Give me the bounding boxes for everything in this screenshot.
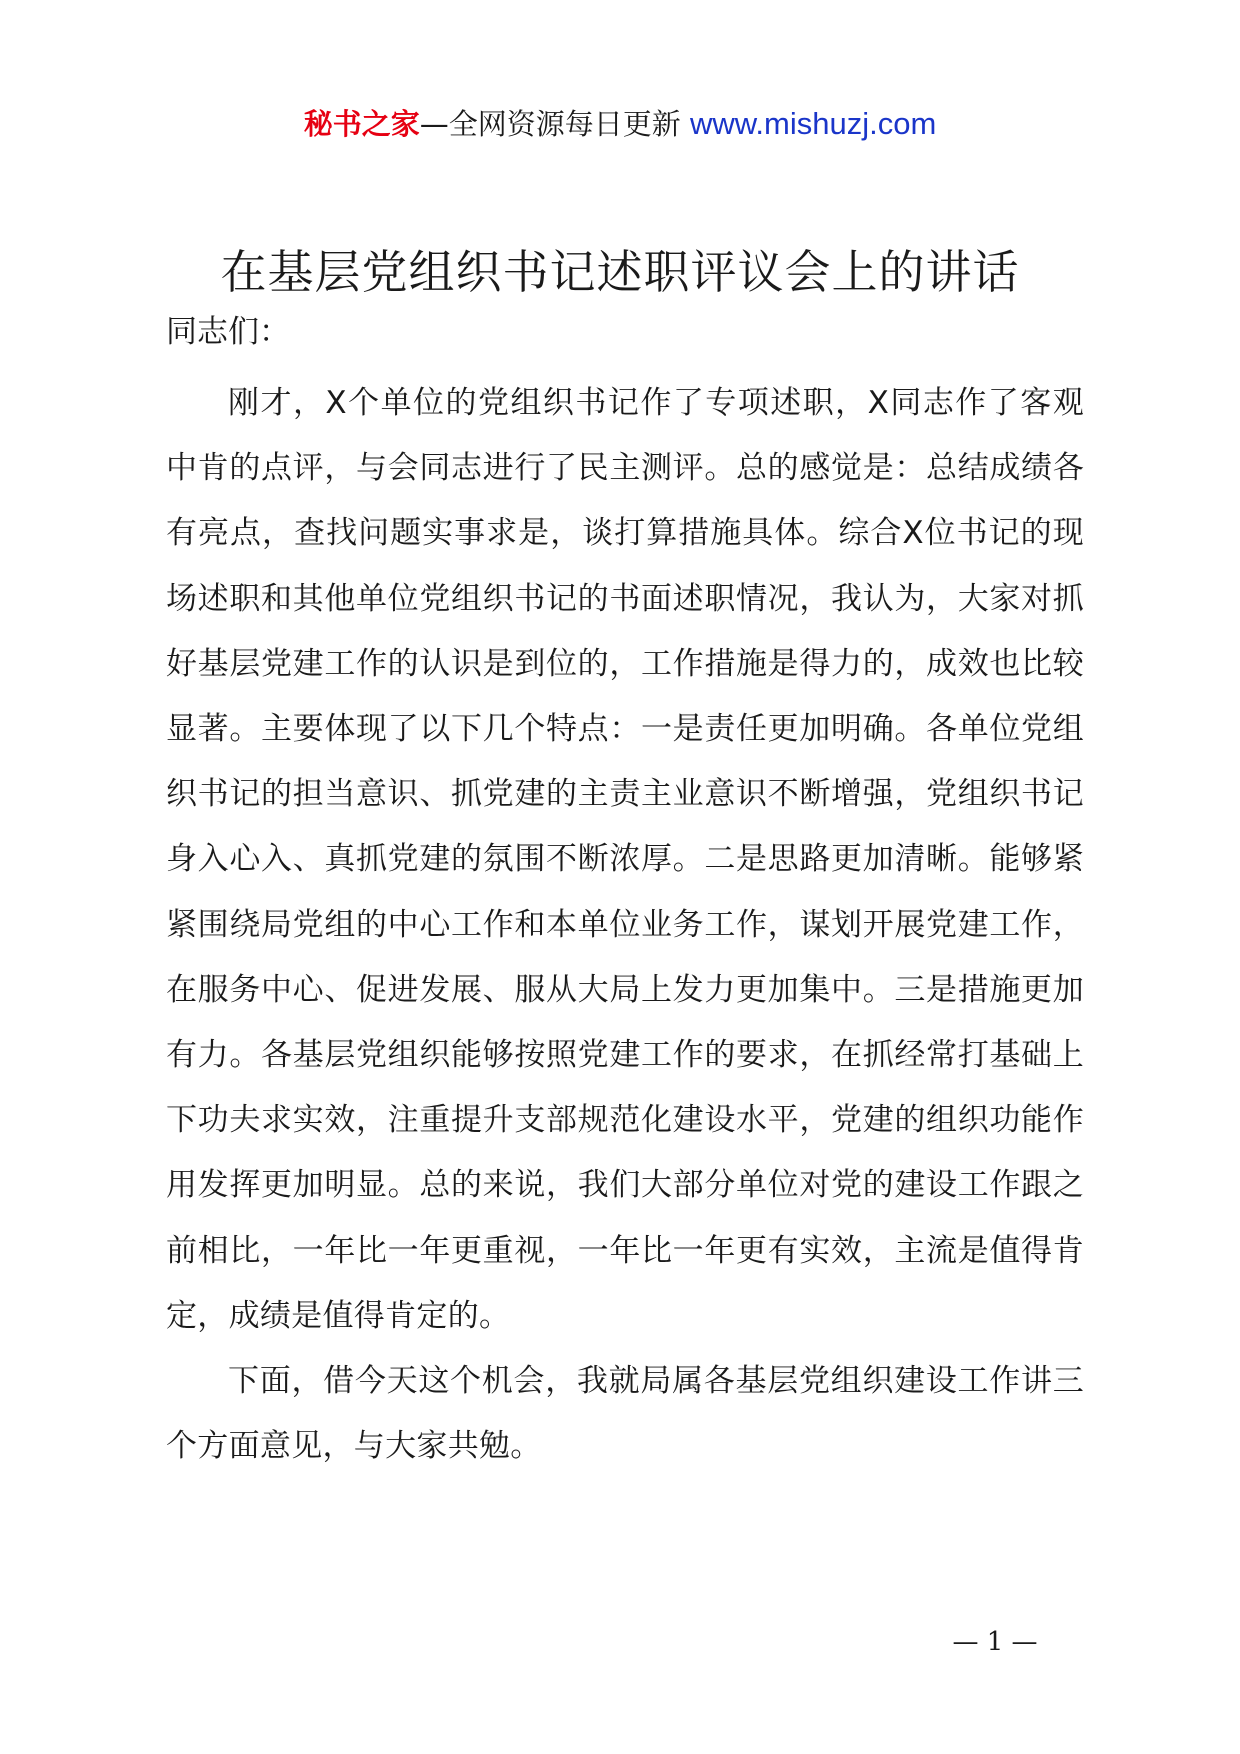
document-body <box>166 371 1084 1479</box>
site-tagline: —全网资源每日更新 <box>419 107 681 141</box>
site-brand: 秘书之家 <box>303 107 420 141</box>
body-paragraph-2: 下面，借今天这个机会，我就局属各基层党组织建设工作讲三个方面意见，与大家共勉。 <box>166 1363 1084 1465</box>
body-paragraph-1: 刚才，X个单位的党组织书记作了专项述职，X同志作了客观中肯的点评，与会同志进行了民主测评。总的感觉是：总结成绩各有亮点，查找问题实事求是，谈打算措施具体。综合X位书记的现场述职和其他单位党组织书记的书面述职情况，我认为，大家对抓好基层党建工作的认识是到位的，工作措施是得力的，成效也比较显著。主要体现了以下几个特点：一是责任更加明确。各单位党组织书记的担当意识、抓党建的主责主业意识不断增强，党组织书记身入心入、真抓党建的氛围不断浓厚。二是思路更加清晰。能够紧紧围绕局党组的中心工作和本单位业务工作，谋划开展党建工作，在服务中心、促进发展、服从大局上发力更加集中。三是措施更加有力。各基层党组织能够按照党建工作的要求，在抓经常打基础上下功夫求实效，注重提升支部规范化建设水平，党建的组织功能作用发挥更加明显。总的来说，我们大部分单位对党的建设工作跟之前相比，一年比一年更重视，一年比一年更有实效，主流是值得肯定，成绩是值得肯定的。 <box>166 385 1084 1334</box>
site-header <box>0 104 1240 144</box>
page-number: — 1 — <box>952 1627 1038 1657</box>
document-title: 在基层党组织书记述职评议会上的讲话 <box>220 245 1020 299</box>
salutation: 同志们： <box>166 314 290 350</box>
site-url-link[interactable]: www.mishuzj.com <box>689 106 937 141</box>
